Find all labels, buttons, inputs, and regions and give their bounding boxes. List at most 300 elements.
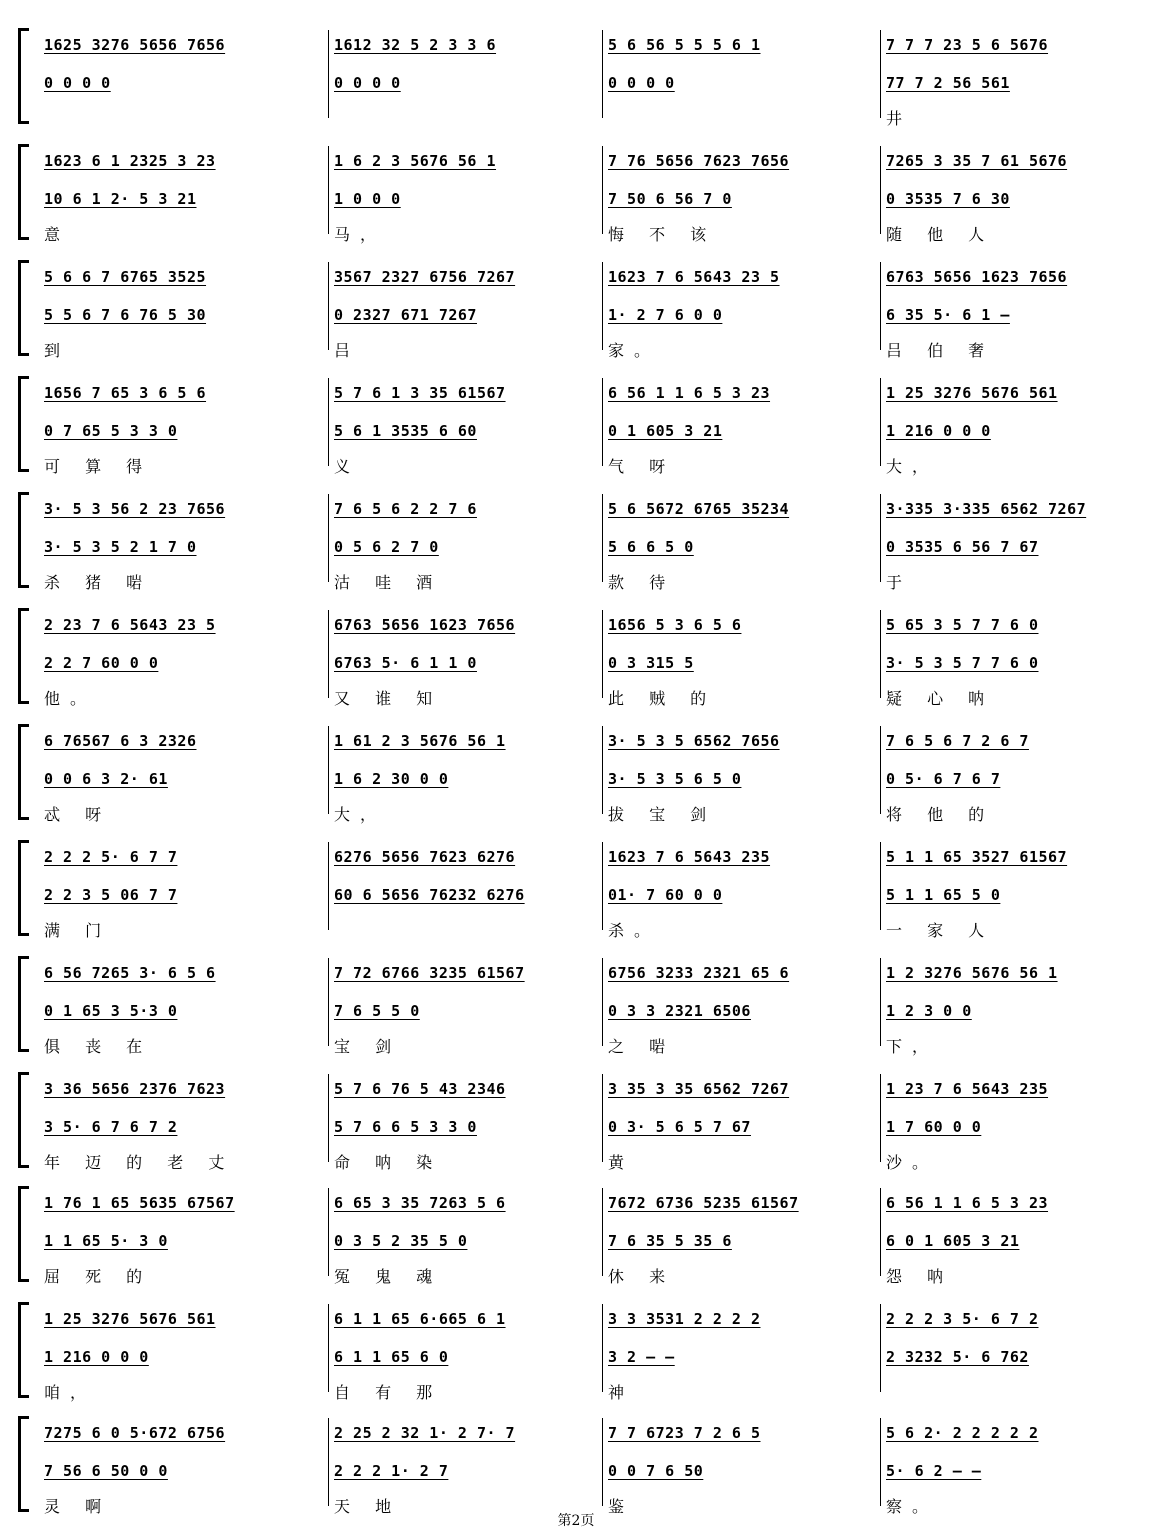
measure [608,732,780,750]
jianpu-notes: 6 56 1 1 6 5 3 23 [608,384,771,402]
lyric-text: 年 迈 的 老 丈 [44,1153,235,1172]
accompaniment-line [44,732,1136,758]
jianpu-notes: 6763 5656 1623 7656 [334,616,516,634]
measure [44,1194,235,1212]
measure [44,770,168,788]
jianpu-notes: 0 1 65 3 5·3 0 [44,1002,178,1020]
jianpu-notes: 5 6 56 5 5 5 6 1 [608,36,761,54]
lyric-text: 灵 啊 [44,1497,112,1516]
lyrics-line [44,570,1136,592]
system-bracket [18,724,29,820]
lyric-text: 一 家 人 [886,921,995,940]
jianpu-notes: 3· 5 3 5 2 1 7 0 [44,538,197,556]
jianpu-notes: 0 2327 671 7267 [334,306,477,324]
lyrics-line [44,1034,1136,1056]
lyric-text: 义 [334,457,361,476]
jianpu-notes: 5 7 6 76 5 43 2346 [334,1080,506,1098]
jianpu-notes: 2 2 2 1· 2 7 [334,1462,449,1480]
score-system [18,718,1136,826]
lyrics-line [44,1150,1136,1172]
lyric-text: 吕 [334,341,361,360]
jianpu-notes: 6 56 7265 3· 6 5 6 [44,964,216,982]
score-system [18,1180,1136,1288]
lyrics-line [44,686,1136,708]
measure [334,500,477,518]
jianpu-notes: 2 2 7 60 0 0 [44,654,159,672]
score-system [18,370,1136,478]
measure [334,190,401,208]
lyric-text: 又 谁 知 [334,689,443,708]
measure [886,384,1058,402]
jianpu-notes: 0 0 0 0 [44,74,111,92]
measure [886,964,1058,982]
measure [886,152,1067,170]
jianpu-notes: 1 0 0 0 [334,190,401,208]
jianpu-notes: 7 6 5 6 2 2 7 6 [334,500,477,518]
jianpu-notes: 3567 2327 6756 7267 [334,268,516,286]
measure [334,616,515,634]
lyric-text: 宝 剑 [334,1037,402,1056]
measure [44,964,216,982]
score-system [18,254,1136,362]
score-system [18,1296,1136,1404]
jianpu-notes: 0 3· 5 6 5 7 67 [608,1118,751,1136]
measure [886,1232,1019,1250]
lyric-text: 黄 [608,1153,635,1172]
jianpu-notes: 1 216 0 0 0 [44,1348,149,1366]
jianpu-notes: 0 1 605 3 21 [608,422,723,440]
lyric-text: 杀。 [608,921,661,940]
jianpu-notes: 1656 5 3 6 5 6 [608,616,742,634]
measure [44,500,225,518]
jianpu-notes: 6276 5656 7623 6276 [334,848,516,866]
jianpu-notes: 7 50 6 56 7 0 [608,190,732,208]
jianpu-notes: 7 6 5 5 0 [334,1002,420,1020]
jianpu-notes: 5 1 1 65 3527 61567 [886,848,1068,866]
score-system [18,950,1136,1058]
system-bracket [18,144,29,240]
jianpu-notes: 0 0 7 6 50 [608,1462,704,1480]
accompaniment-line [44,1080,1136,1106]
jianpu-notes: 1 23 7 6 5643 235 [886,1080,1049,1098]
lyric-text: 怨 呐 [886,1267,954,1286]
measure [44,1232,168,1250]
jianpu-notes: 1 76 1 65 5635 67567 [44,1194,235,1212]
system-bracket [18,492,29,588]
measure [44,886,177,904]
lyric-text: 咱， [44,1383,97,1402]
jianpu-notes: 5 5 6 7 6 76 5 30 [44,306,207,324]
measure [886,1348,1029,1366]
measure [44,1348,149,1366]
vocal-line [44,770,1136,796]
lyric-text: 屈 死 的 [44,1267,153,1286]
measure [608,616,741,634]
measure [334,1424,515,1442]
jianpu-notes: 5 7 6 6 5 3 3 0 [334,1118,477,1136]
measure [44,1310,216,1328]
vocal-line [44,422,1136,448]
measure [334,152,496,170]
jianpu-notes: 7265 3 35 7 61 5676 [886,152,1068,170]
jianpu-notes: 0 0 6 3 2· 61 [44,770,168,788]
accompaniment-line [44,500,1136,526]
measure [44,1424,225,1442]
measure [608,1462,703,1480]
jianpu-notes: 5 6 1 3535 6 60 [334,422,477,440]
measure [886,36,1048,54]
measure [608,306,722,324]
measure [44,1462,168,1480]
jianpu-notes: 1 2 3 0 0 [886,1002,972,1020]
jianpu-notes: 3 35 3 35 6562 7267 [608,1080,790,1098]
jianpu-notes: 7275 6 0 5·672 6756 [44,1424,226,1442]
score-system [18,602,1136,710]
accompaniment-line [44,616,1136,642]
measure [334,306,477,324]
lyric-text: 之 啱 [608,1037,676,1056]
lyric-text: 意 [44,225,71,244]
measure [334,770,448,788]
jianpu-notes: 1656 7 65 3 6 5 6 [44,384,207,402]
lyric-text: 大， [886,457,939,476]
measure [608,36,761,54]
measure [886,74,1010,92]
measure [886,538,1039,556]
system-bracket [18,840,29,936]
measure [886,616,1039,634]
measure [334,1462,448,1480]
jianpu-notes: 3· 5 3 5 6562 7656 [608,732,780,750]
measure [886,886,1000,904]
lyrics-line [44,454,1136,476]
measure [334,1118,477,1136]
jianpu-notes: 1 25 3276 5676 561 [44,1310,216,1328]
measure [608,848,770,866]
jianpu-notes: 1· 2 7 6 0 0 [608,306,723,324]
measure [334,1080,506,1098]
lyric-text: 察。 [886,1497,939,1516]
lyric-text: 吕 伯 奢 [886,341,995,360]
lyric-text: 自 有 那 [334,1383,443,1402]
page-number: 第2页 [557,1513,595,1529]
system-bracket [18,28,29,124]
lyric-text: 神 [608,1383,635,1402]
lyric-text: 家。 [608,341,661,360]
measure [44,1118,177,1136]
jianpu-notes: 6 56 1 1 6 5 3 23 [886,1194,1049,1212]
measure [44,538,197,556]
score-system [18,138,1136,246]
measure [608,1194,799,1212]
measure [334,268,515,286]
jianpu-notes: 7672 6736 5235 61567 [608,1194,799,1212]
jianpu-notes: 1 2 3276 5676 56 1 [886,964,1058,982]
jianpu-notes: 5 1 1 65 5 0 [886,886,1001,904]
measure [334,732,506,750]
lyric-text: 拔 宝 剑 [608,805,717,824]
measure [44,1002,177,1020]
measure [608,1310,761,1328]
system-bracket [18,1072,29,1168]
system-bracket [18,956,29,1052]
jianpu-notes: 0 5 6 2 7 0 [334,538,439,556]
score-system [18,486,1136,594]
jianpu-notes: 3· 5 3 5 6 5 0 [608,770,742,788]
system-bracket [18,608,29,704]
measure [44,732,197,750]
jianpu-notes: 0 3 5 2 35 5 0 [334,1232,468,1250]
measure [608,384,770,402]
jianpu-notes: 6 0 1 605 3 21 [886,1232,1020,1250]
jianpu-notes: 6 1 1 65 6 0 [334,1348,449,1366]
jianpu-notes: 2 2 2 5· 6 7 7 [44,848,178,866]
jianpu-notes: 7 72 6766 3235 61567 [334,964,525,982]
measure [608,1348,675,1366]
measure [886,1002,972,1020]
lyric-text: 款 待 [608,573,676,592]
jianpu-notes: 1 61 2 3 5676 56 1 [334,732,506,750]
measure [886,770,1000,788]
measure [608,152,789,170]
jianpu-notes: 60 6 5656 76232 6276 [334,886,525,904]
accompaniment-line [44,1194,1136,1220]
lyrics-line [44,222,1136,244]
measure [608,538,694,556]
measure [334,964,525,982]
measure [608,886,722,904]
vocal-line [44,654,1136,680]
system-bracket [18,1416,29,1512]
lyrics-line [44,802,1136,824]
jianpu-notes: 6756 3233 2321 65 6 [608,964,790,982]
jianpu-notes: 5 6 6 7 6765 3525 [44,268,207,286]
jianpu-notes: 6 1 1 65 6·665 6 1 [334,1310,506,1328]
jianpu-notes: 3 3 3531 2 2 2 2 [608,1310,761,1328]
vocal-line [44,74,1136,100]
measure [608,268,780,286]
lyric-text: 悔 不 该 [608,225,717,244]
measure [44,848,177,866]
lyric-text: 井 [886,109,913,128]
measure [608,770,741,788]
jianpu-notes: 7 6 35 5 35 6 [608,1232,732,1250]
lyric-text: 随 他 人 [886,225,995,244]
jianpu-notes: 77 7 2 56 561 [886,74,1010,92]
jianpu-notes: 0 0 0 0 [608,74,675,92]
lyric-text: 疑 心 呐 [886,689,995,708]
jianpu-notes: 5· 6 2 — — [886,1462,982,1480]
measure [334,1232,467,1250]
measure [886,1118,981,1136]
measure [334,74,401,92]
lyric-text: 将 他 的 [886,805,995,824]
vocal-line [44,1348,1136,1374]
measure [608,1118,751,1136]
jianpu-notes: 0 0 0 0 [334,74,401,92]
jianpu-notes: 3· 5 3 56 2 23 7656 [44,500,226,518]
lyrics-line [44,106,1136,128]
jianpu-notes: 5 6 6 5 0 [608,538,694,556]
system-bracket [18,1186,29,1282]
jianpu-notes: 6 76567 6 3 2326 [44,732,197,750]
vocal-line [44,1232,1136,1258]
jianpu-notes: 1 216 0 0 0 [886,422,991,440]
jianpu-notes: 0 3 3 2321 6506 [608,1002,751,1020]
vocal-line [44,886,1136,912]
jianpu-notes: 2 3232 5· 6 762 [886,1348,1029,1366]
measure [334,1310,506,1328]
system-bracket [18,1302,29,1398]
jianpu-notes: 5 6 2· 2 2 2 2 2 [886,1424,1039,1442]
jianpu-notes: 1 25 3276 5676 561 [886,384,1058,402]
measure [334,36,496,54]
measure [44,1080,225,1098]
lyric-text: 大， [334,805,387,824]
jianpu-notes: 1 6 2 3 5676 56 1 [334,152,497,170]
measure [608,190,732,208]
lyric-text: 此 贼 的 [608,689,717,708]
accompaniment-line [44,384,1136,410]
lyric-text: 忒 呀 [44,805,112,824]
lyric-text: 满 门 [44,921,112,940]
measure [44,616,216,634]
jianpu-notes: 1625 3276 5656 7656 [44,36,226,54]
measure [44,384,206,402]
jianpu-notes: 0 3535 7 6 30 [886,190,1010,208]
jianpu-notes: 3· 5 3 5 7 7 6 0 [886,654,1039,672]
jianpu-notes: 0 3535 6 56 7 67 [886,538,1039,556]
jianpu-notes: 7 7 7 23 5 6 5676 [886,36,1049,54]
lyrics-line [44,338,1136,360]
measure [334,1002,420,1020]
system-bracket [18,376,29,472]
jianpu-notes: 7 6 5 6 7 2 6 7 [886,732,1029,750]
measure [44,36,225,54]
lyrics-line [44,1380,1136,1402]
jianpu-notes: 3 2 — — [608,1348,675,1366]
jianpu-notes: 01· 7 60 0 0 [608,886,723,904]
jianpu-notes: 1612 32 5 2 3 3 6 [334,36,497,54]
jianpu-notes: 3 5· 6 7 6 7 2 [44,1118,178,1136]
jianpu-notes: 7 56 6 50 0 0 [44,1462,168,1480]
vocal-line [44,1118,1136,1144]
measure [886,306,1010,324]
lyric-text: 气 呀 [608,457,676,476]
measure [44,306,206,324]
measure [334,538,439,556]
measure [44,654,158,672]
measure [886,732,1029,750]
jianpu-notes: 2 25 2 32 1· 2 7· 7 [334,1424,516,1442]
jianpu-notes: 3 36 5656 2376 7623 [44,1080,226,1098]
vocal-line [44,1462,1136,1488]
jianpu-notes: 5 7 6 1 3 35 61567 [334,384,506,402]
jianpu-notes: 2 2 3 5 06 7 7 [44,886,178,904]
lyric-text: 他。 [44,689,97,708]
measure [44,268,206,286]
lyric-text: 杀 猪 啱 [44,573,153,592]
jianpu-notes: 6763 5656 1623 7656 [886,268,1068,286]
jianpu-notes: 2 23 7 6 5643 23 5 [44,616,216,634]
jianpu-notes: 1623 7 6 5643 23 5 [608,268,780,286]
accompaniment-line [44,964,1136,990]
measure [608,654,694,672]
vocal-line [44,306,1136,332]
measure [334,848,515,866]
jianpu-notes: 0 3 315 5 [608,654,694,672]
jianpu-notes: 1 6 2 30 0 0 [334,770,449,788]
jianpu-notes: 6 35 5· 6 1 — [886,306,1010,324]
measure [608,500,789,518]
measure [886,268,1067,286]
jianpu-notes: 1623 6 1 2325 3 23 [44,152,216,170]
measure [886,500,1086,518]
measure [886,848,1067,866]
lyric-text: 马， [334,225,387,244]
jianpu-notes: 7 7 6723 7 2 6 5 [608,1424,761,1442]
jianpu-notes: 6 65 3 35 7263 5 6 [334,1194,506,1212]
score-system [18,1410,1136,1518]
lyric-text: 到 [44,341,71,360]
vocal-line [44,1002,1136,1028]
measure [886,1194,1048,1212]
accompaniment-line [44,36,1136,62]
lyric-text: 鉴 [608,1497,635,1516]
lyric-text: 下， [886,1037,939,1056]
lyric-text: 沙。 [886,1153,939,1172]
accompaniment-line [44,152,1136,178]
lyric-text: 命 呐 染 [334,1153,443,1172]
vocal-line [44,190,1136,216]
lyric-text: 冤 鬼 魂 [334,1267,443,1286]
measure [44,152,216,170]
jianpu-notes: 1 7 60 0 0 [886,1118,982,1136]
measure [886,1462,981,1480]
jianpu-notes: 1 1 65 5· 3 0 [44,1232,168,1250]
score-system [18,834,1136,942]
score-system [18,22,1136,130]
lyrics-line [44,1264,1136,1286]
measure [608,1002,751,1020]
jianpu-notes: 2 2 2 3 5· 6 7 2 [886,1310,1039,1328]
jianpu-notes: 10 6 1 2· 5 3 21 [44,190,197,208]
lyric-text: 于 [886,573,913,592]
jianpu-notes: 0 7 65 5 3 3 0 [44,422,178,440]
measure [334,384,506,402]
jianpu-notes: 5 65 3 5 7 7 6 0 [886,616,1039,634]
measure [886,654,1039,672]
vocal-line [44,538,1136,564]
jianpu-notes: 5 6 5672 6765 35234 [608,500,790,518]
jianpu-notes: 6763 5· 6 1 1 0 [334,654,477,672]
measure [334,1348,448,1366]
accompaniment-line [44,268,1136,294]
measure [44,74,111,92]
jianpu-notes: 1623 7 6 5643 235 [608,848,771,866]
measure [608,1080,789,1098]
measure [334,654,477,672]
accompaniment-line [44,1310,1136,1336]
measure [886,1080,1048,1098]
measure [608,1232,732,1250]
measure [886,422,991,440]
score-system [18,1066,1136,1174]
lyric-text: 可 算 得 [44,457,153,476]
measure [608,422,722,440]
system-bracket [18,260,29,356]
measure [334,886,525,904]
